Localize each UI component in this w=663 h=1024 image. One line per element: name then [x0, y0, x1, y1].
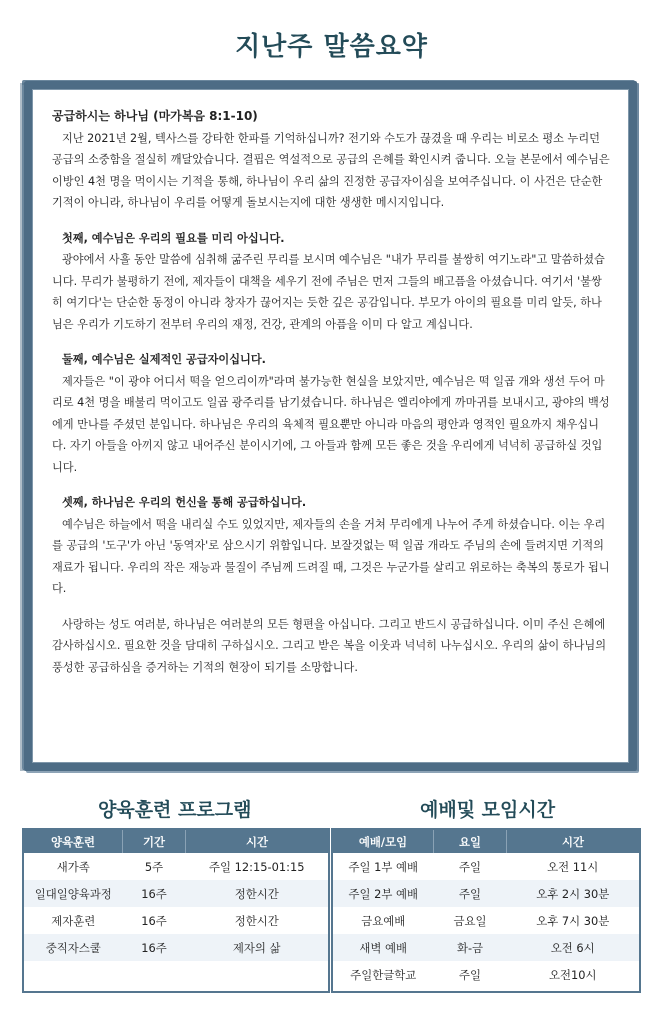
table-cell: 제자의 삶 — [186, 934, 329, 961]
table-row — [333, 853, 639, 880]
table-cell: 금요일 — [453, 913, 487, 928]
point-2-title: 둘째, 예수님은 실제적인 공급자이십니다. — [62, 353, 266, 366]
page-title: 지난주 말씀요약 — [235, 32, 428, 62]
table-cell: 정한시간 — [186, 880, 329, 907]
table-cell: 주일 12:15-01:15 — [209, 859, 305, 874]
table-cell: 일대일양육과정 — [24, 880, 123, 907]
table-cell: 화-금 — [434, 934, 507, 961]
worship-header-day: 요일 — [434, 830, 507, 853]
table-cell: 오후 7시 30분 — [536, 913, 610, 928]
table-cell: 제자훈련 — [51, 913, 96, 928]
table-cell: 오전 6시 — [507, 934, 640, 961]
table-cell: 주일 1부 예배 — [348, 859, 418, 874]
table-cell: 16주 — [141, 913, 167, 928]
training-header-duration: 기간 — [123, 830, 186, 853]
table-row — [24, 880, 328, 907]
table-cell: 16주 — [123, 934, 186, 961]
table-row — [24, 934, 328, 961]
table-cell: 5주 — [144, 859, 164, 874]
worship-table — [333, 830, 639, 988]
table-cell: 오후 2시 30분 — [507, 880, 640, 907]
sermon-intro: 지난 2021년 2월, 텍사스를 강타한 한파를 기억하십니까? 전기와 수도가 끊겼을 때 우리는 비로소 평소 누리던 공급의 소중함을 절실히 깨달았습니다. 결핍은 역설적으로 공급의 은혜를 확인시켜 줍니다. 오늘 본문에서 예수님은 이방인 4천 명을 먹이시는 기적을 통해, 하나님이 우리 삶의 진정한 공급자이심을 보여주십니다. 이 사건은 단순한 기적이 아니라, 하나님이 우리를 어떻게 돌보시는지에 대한 생생한 메시지입니다. — [52, 131, 610, 209]
sermon-heading: 공급하시는 하나님 (마가복음 8:1-10) — [52, 109, 258, 123]
worship-title: 예배및 모임시간 — [420, 799, 556, 821]
table-cell: 금요예배 — [361, 913, 406, 928]
sermon-closing: 사랑하는 성도 여러분, 하나님은 여러분의 모든 형편을 아십니다. 그리고 반드시 공급하십니다. 이미 주신 은혜에 감사하십시오. 필요한 것을 담대히 구하십시오. 그리고 받은 복을 이웃과 넉넉히 나누십시오. 우리의 삶이 하나님의 풍성한 공급하심을 증거하는 기적의 현장이 되기를 소망합니다. — [52, 617, 607, 674]
point-3-body: 예수님은 하늘에서 떡을 내리실 수도 있었지만, 제자들의 손을 거쳐 무리에게 나누어 주게 하셨습니다. 이는 우리를 공급의 '도구'가 아닌 '동역자'로 삼으시기 위함입니다. 보잘것없는 떡 일곱 개라도 주님의 손에 들려지면 기적의 재료가 됩니다. 우리의 작은 재능과 물질이 주님께 드려질 때, 그것은 누군가를 살리고 위로하는 축복의 통로가 됩니다. — [52, 517, 610, 595]
worship-header-row — [333, 830, 639, 853]
point-3-title: 셋째, 하나님은 우리의 헌신을 통해 공급하십니다. — [62, 496, 307, 509]
table-row — [333, 934, 639, 961]
worship-header-service: 예배/모임 — [333, 830, 434, 853]
table-cell: 오전 11시 — [547, 859, 599, 874]
point-1-title: 첫째, 예수님은 우리의 필요를 미리 아십니다. — [62, 231, 285, 245]
table-cell: 정한시간 — [234, 913, 279, 928]
table-cell: 중직자스쿨 — [24, 934, 123, 961]
table-cell: 주일 — [434, 880, 507, 907]
worship-header-time: 시간 — [507, 830, 640, 853]
table-cell: 주일 2부 예배 — [333, 880, 434, 907]
table-row — [24, 907, 328, 934]
table-row — [333, 961, 639, 988]
table-cell: 주일한글학교 — [350, 967, 417, 982]
table-row — [333, 907, 639, 934]
table-cell: 새가족 — [56, 859, 90, 874]
table-cell: 새벽 예배 — [333, 934, 434, 961]
table-row — [333, 880, 639, 907]
table-cell: 16주 — [123, 880, 186, 907]
point-2-body: 제자들은 "이 광야 어디서 떡을 얻으리이까"라며 불가능한 현실을 보았지만, 예수님은 떡 일곱 개와 생선 두어 마리로 4천 명을 배불리 먹이고도 일곱 광주리를 남기셨습니다. 하나님은 엘리야에게 까마귀를 보내시고, 광야의 백성에게 만나를 주셨던 분입니다. 하나님은 우리의 육체적 필요뿐만 아니라 마음의 평안과 영적인 필요까지 채우십니다. 자기 아들을 아끼지 않고 내어주신 분이시기에, 그 아들과 함께 모든 좋은 것을 우리에게 넉넉히 공급하실 것입니다. — [52, 374, 610, 474]
training-table — [24, 830, 328, 961]
table-cell: 오전10시 — [548, 967, 597, 982]
point-1-body: 광야에서 사흘 동안 말씀에 심취해 굶주린 무리를 보시며 예수님은 "내가 무리를 불쌍히 여기노라"고 말씀하셨습니다. 무리가 불평하기 전에, 제자들이 대책을 세우기 전에 주님은 먼저 그들의 배고픔을 아셨습니다. 여기서 '불쌍히 여기다'는 단순한 동정이 아니라 창자가 끊어지는 듯한 깊은 공감입니다. 부모가 아이의 필요를 미리 알듯, 하나님은 우리가 기도하기 전부터 우리의 재정, 건강, 관계의 아픔을 이미 다 알고 계십니다. — [52, 253, 605, 331]
training-title: 양육훈련 프로그램 — [98, 799, 252, 821]
training-header-program: 양육훈련 — [24, 830, 123, 853]
training-header-row — [24, 830, 328, 853]
table-cell: 주일 — [458, 967, 481, 982]
table-cell: 주일 — [458, 859, 481, 874]
sermon-summary — [52, 106, 612, 678]
training-header-time: 시간 — [186, 830, 329, 853]
table-row — [24, 853, 328, 880]
